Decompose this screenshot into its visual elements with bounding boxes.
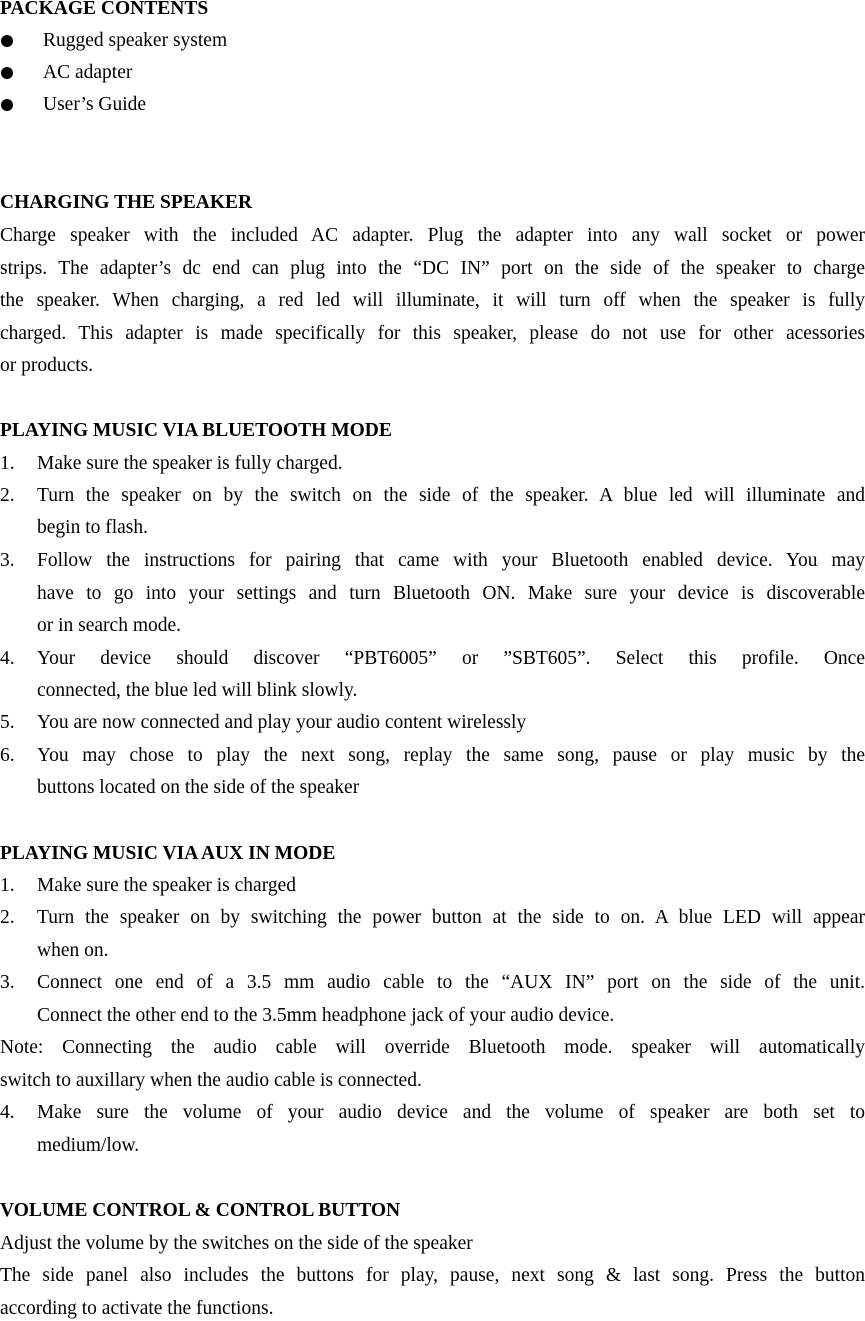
step-text: You may chose to play the next song, replay the same song, pause or play music by the [37, 745, 865, 766]
aux-note-line: switch to auxillary when the audio cable is connected. [0, 1070, 422, 1091]
step-text: Connect one end of a 3.5 mm audio cable to the “AUX IN” port on the side of the unit. [37, 972, 865, 993]
step-text: Turn the speaker on by switching the power button at the side to on. A blue LED will appear [37, 907, 865, 928]
step-text-continued: medium/low. [37, 1135, 140, 1156]
package-item-text: User’s Guide [43, 94, 147, 115]
charging-paragraph-line: the speaker. When charging, a red led will illuminate, it will turn off when the speaker is fully [0, 290, 865, 311]
step-number: 3. [0, 972, 15, 993]
volume-heading: VOLUME CONTROL & CONTROL BUTTON [0, 1200, 401, 1221]
step-number: 4. [0, 648, 15, 669]
volume-paragraph-line: Adjust the volume by the switches on the side of the speaker [0, 1233, 473, 1254]
step-number: 1. [0, 453, 15, 474]
package-item-text: Rugged speaker system [43, 30, 228, 51]
package-item-text: AC adapter [43, 62, 133, 83]
step-number: 6. [0, 745, 15, 766]
bullet-icon [1, 35, 13, 47]
bullet-icon [1, 99, 13, 111]
step-text-continued: have to go into your settings and turn Bluetooth ON. Make sure your device is discoverable [37, 583, 865, 604]
step-number: 4. [0, 1102, 15, 1123]
bullet-icon [1, 67, 13, 79]
step-text-continued: buttons located on the side of the speaker [37, 777, 360, 798]
step-text-continued: Connect the other end to the 3.5mm headphone jack of your audio device. [37, 1005, 615, 1026]
bluetooth-heading: PLAYING MUSIC VIA BLUETOOTH MODE [0, 420, 392, 441]
volume-paragraph-line: according to activate the functions. [0, 1298, 274, 1319]
step-text: Make sure the speaker is charged [37, 875, 296, 896]
step-text: Make sure the speaker is fully charged. [37, 453, 343, 474]
charging-paragraph-line: strips. The adapter’s dc end can plug into the “DC IN” port on the side of the speaker to charge [0, 258, 865, 279]
step-text: Make sure the volume of your audio device and the volume of speaker are both set to [37, 1102, 865, 1123]
step-number: 5. [0, 712, 15, 733]
package-heading: PACKAGE CONTENTS [0, 0, 209, 19]
step-text-continued: connected, the blue led will blink slowly. [37, 680, 358, 701]
step-text: Turn the speaker on by the switch on the side of the speaker. A blue led will illuminate and [37, 485, 865, 506]
step-text: Follow the instructions for pairing that came with your Bluetooth enabled device. You may [37, 550, 865, 571]
charging-paragraph-line: Charge speaker with the included AC adapter. Plug the adapter into any wall socket or power [0, 225, 865, 246]
step-text-continued: begin to flash. [37, 517, 149, 538]
volume-paragraph-line: The side panel also includes the buttons for play, pause, next song & last song. Press the button [0, 1265, 865, 1286]
charging-paragraph-line: or products. [0, 355, 94, 376]
aux-heading: PLAYING MUSIC VIA AUX IN MODE [0, 843, 336, 864]
step-number: 2. [0, 485, 15, 506]
step-text: Your device should discover “PBT6005” or ”SBT605”. Select this profile. Once [37, 648, 865, 669]
aux-note-line: Note: Connecting the audio cable will override Bluetooth mode. speaker will automatically [0, 1037, 865, 1058]
step-number: 1. [0, 875, 15, 896]
step-text-continued: or in search mode. [37, 615, 182, 636]
charging-heading: CHARGING THE SPEAKER [0, 192, 253, 213]
step-text: You are now connected and play your audio content wirelessly [37, 712, 527, 733]
step-number: 3. [0, 550, 15, 571]
step-number: 2. [0, 907, 15, 928]
charging-paragraph-line: charged. This adapter is made specifically for this speaker, please do not use for other acessories [0, 323, 865, 344]
step-text-continued: when on. [37, 940, 109, 961]
